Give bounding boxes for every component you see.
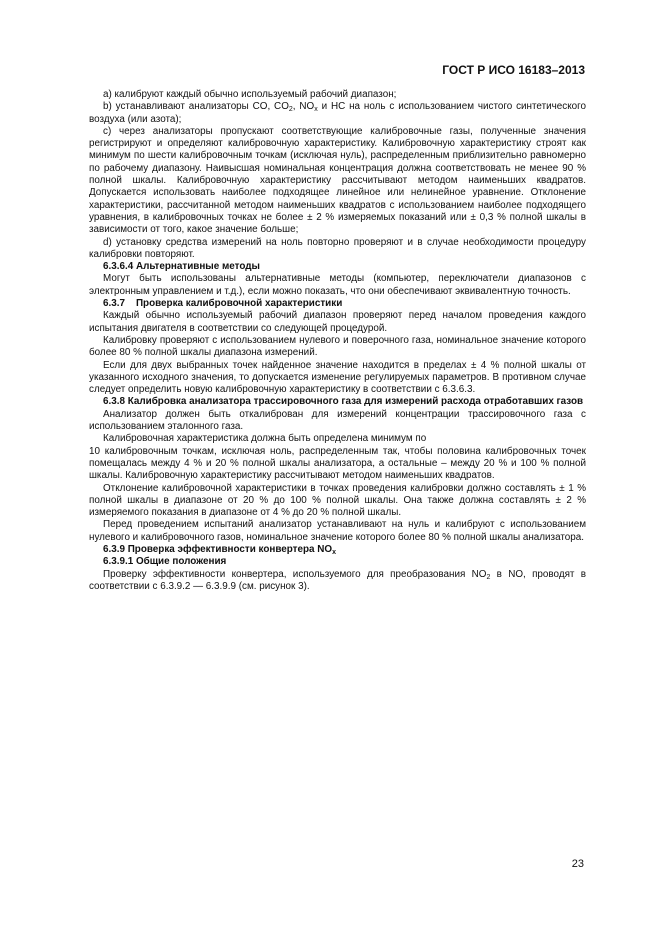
section-heading — [89, 261, 586, 273]
paragraph-text: Могут быть использованы альтернативные методы (компьютер, переключатели диапазонов с электронным управлением и т.д.), если можно показать, что они обеспечивают эквивалентную точность. — [89, 273, 586, 297]
text-run: b) устанавливают анализаторы CO, CO — [103, 101, 289, 113]
subscript: 2 — [288, 106, 293, 114]
heading-text: 6.3.9.1 Общие положения — [103, 556, 227, 568]
paragraph — [89, 101, 586, 126]
section-heading — [89, 298, 586, 310]
heading-text: Проверка калибровочной характеристики — [135, 298, 343, 310]
paragraph-text: Перед проведением испытаний анализатор устанавливают на нуль и калибруют с использованием нулевого и калибровочного газов, номинальное значение которого более 80 % полной шкалы анализатора. — [89, 519, 586, 543]
paragraph — [89, 89, 586, 101]
paragraph — [89, 335, 586, 360]
section-heading — [89, 544, 586, 556]
list-item-d: d) установку средства измерений на ноль повторно проверяют и в случае необходимости процедуру калибровки повторяют. — [89, 236, 586, 260]
paragraph — [89, 310, 586, 335]
subscript: 2 — [486, 573, 491, 581]
paragraph-text: в NO, проводят в соответствии с 6.3.9.2 — 6.3.9.9 (см. рисунок 3). — [89, 568, 586, 592]
paragraph-text: 10 калибровочным точкам, исключая ноль, распределенным так, чтобы половина калибровочных точек помещалась между 4 % и 20 % полной шкалы анализатора, а остальные – между 20 % и 100 % полной шкалы. Калибровочную характеристику рассчитывают методом наименьших квадратов. — [89, 445, 586, 482]
page-number: 23 — [571, 858, 584, 870]
paragraph — [89, 569, 586, 594]
section-heading — [89, 556, 586, 568]
list-item-b — [89, 101, 586, 124]
paragraph — [89, 360, 586, 397]
text-run: и HC на ноль с использованием чистого синтетического воздуха (или азота); — [89, 101, 586, 125]
paragraph-text: Каждый обычно используемый рабочий диапазон проверяют перед началом проведения каждого испытания двигателя в соответствии со следующей процедурой. — [89, 310, 586, 334]
paragraph — [89, 446, 586, 483]
paragraph-text: Анализатор должен быть откалиброван для измерений концентрации трассировочного газа с использованием эталонного газа. — [89, 408, 586, 433]
subscript: x — [314, 106, 318, 114]
heading-text: 6.3.8 Калибровка анализатора трассировочного газа для измерений расхода отработавших газов — [103, 396, 584, 408]
paragraph-text: Если для двух выбранных точек найденное значение находится в пределах ± 4 % полной шкалы от указанного исходного значения, то допускается изменение регулируемых параметров. В противном случае следует определить новую калибровочную характеристику в соответствии с 6.3.6.3. — [89, 359, 586, 396]
section-heading — [89, 396, 586, 408]
paragraph — [89, 126, 586, 237]
text-run: , NO — [292, 101, 315, 113]
list-item-c: c) через анализаторы пропускают соответствующие калибровочные газы, полученные значения регистрируют и определяют калибровочную характеристику. Калибровочную характеристику строят как минимум по шести калибровочным точкам (исключая нуль), распределенным приблизительно равномерно по рабочему диапазону. Наивысшая номинальная концентрация должна соответствовать не менее 90 % полной шкалы. Калибровочную характеристику рассчитывают методом наименьших квадратов. Допускается использовать наиболее подходящее линейное или нелинейное уравнение. Отклонение характеристики, рассчитанной методом наименьших квадратов с использованием наиболее подходящего уравнения, в калибровочных точках не более ± 2 % измеряемых показаний или ± 0,3 % полной шкалы в зависимости от того, какое значение больше; — [89, 125, 586, 236]
paragraph — [89, 237, 586, 262]
paragraph-text: Калибровку проверяют с использованием нулевого и поверочного газа, номинальное значение которого более 80 % полной шкалы диапазона измерений. — [89, 334, 586, 359]
heading-text: 6.3.6.4 Альтернативные методы — [103, 261, 260, 273]
paragraph — [89, 409, 586, 434]
document-body — [89, 89, 586, 593]
paragraph — [89, 519, 586, 544]
document-header: ГОСТ Р ИСО 16183–2013 — [442, 63, 585, 77]
heading-number: 6.3.7 — [103, 298, 125, 310]
paragraph-text: Калибровочная характеристика должна быть определена минимум по — [103, 433, 427, 445]
list-item-a: a) калибруют каждый обычно используемый рабочий диапазон; — [103, 89, 397, 100]
paragraph — [89, 273, 586, 298]
paragraph — [89, 433, 586, 445]
paragraph-text: Отклонение калибровочной характеристики в точках проведения калибровки должно составлять ± 1 % полной шкалы в диапазоне от 20 % до 100 % полной шкалы. Она также должна составлять ± 2 % измеряемого показания в диапазоне от 4 % до 20 % полной шкалы. — [89, 482, 586, 519]
heading-text: 6.3.9 Проверка эффективности конвертера NO — [103, 543, 333, 555]
subscript: x — [332, 548, 336, 556]
paragraph-text: Проверку эффективности конвертера, используемого для преобразования NO — [103, 568, 487, 580]
paragraph — [89, 483, 586, 520]
